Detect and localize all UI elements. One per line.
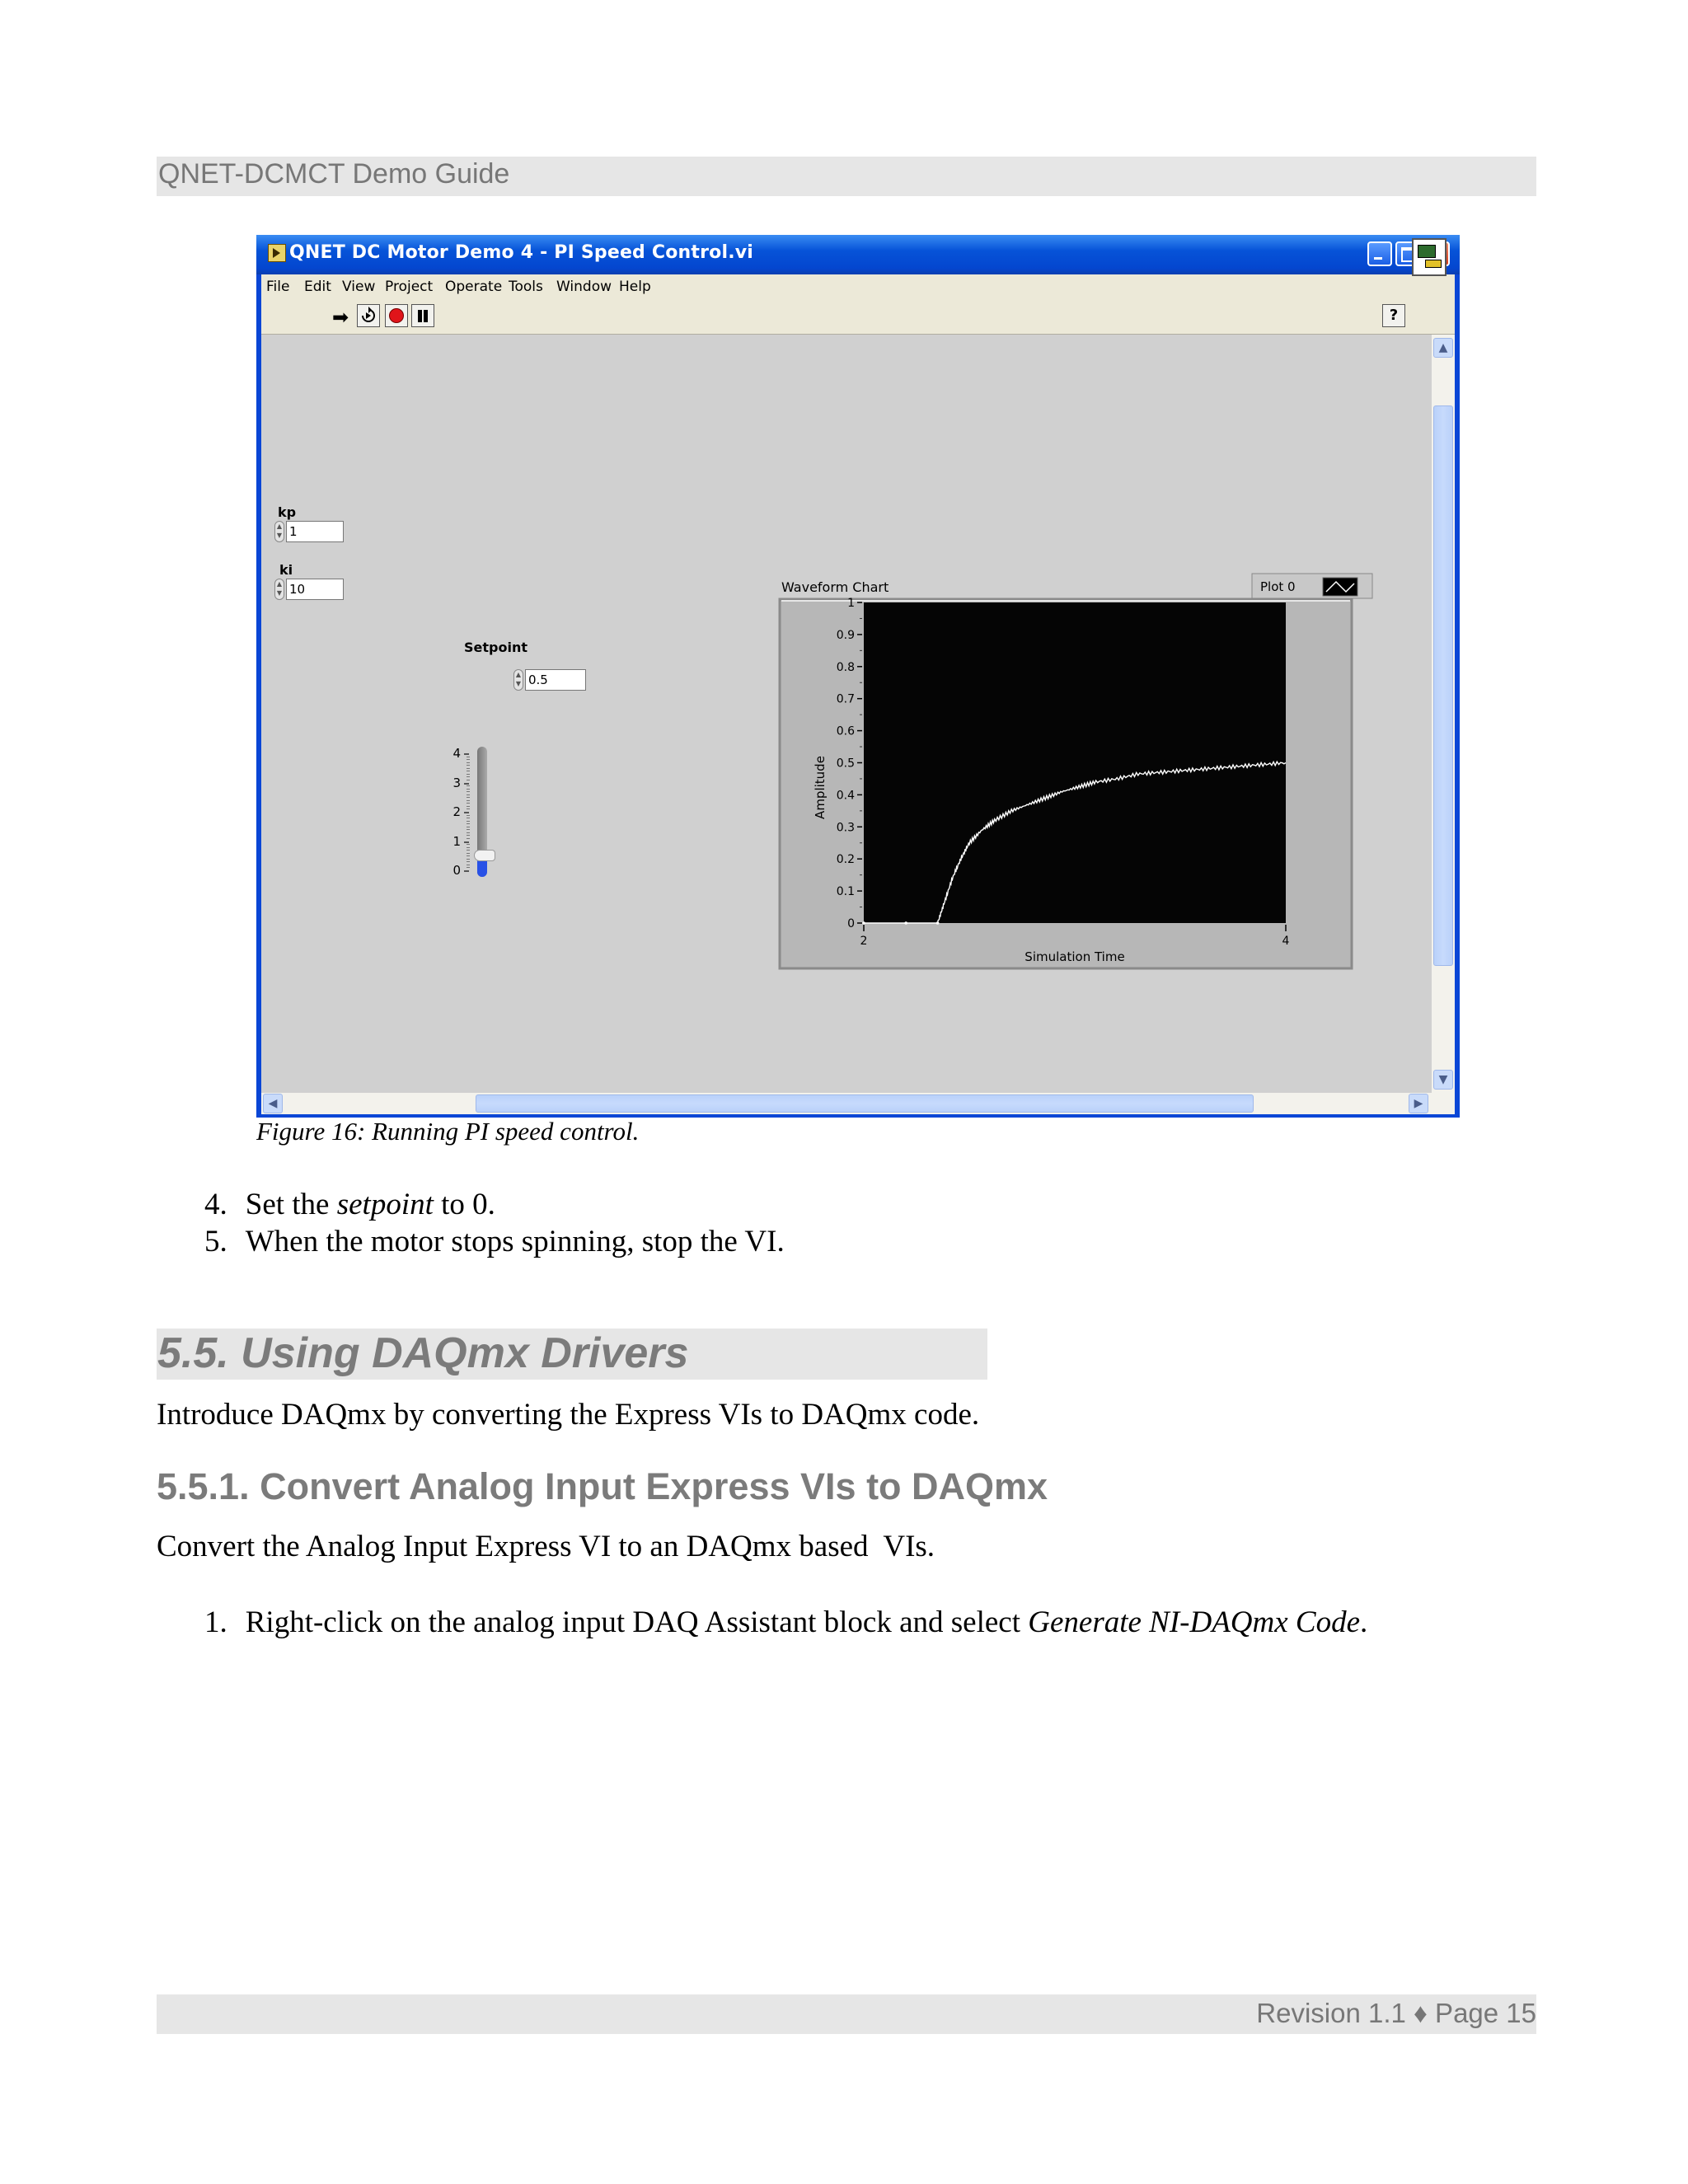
step-text: Right-click on the analog input DAQ Assistant block and select — [245, 1605, 1029, 1639]
ki-increment-icon[interactable]: ▲ ▼ — [274, 579, 284, 600]
menu-file[interactable]: File — [266, 279, 290, 295]
scroll-left-icon[interactable]: ◀ — [263, 1094, 283, 1113]
y-tick-label: 0.9 — [836, 628, 855, 642]
scroll-down-icon[interactable]: ▼ — [1433, 1070, 1453, 1090]
menu-view[interactable]: View — [342, 279, 376, 295]
horizontal-scroll-thumb[interactable] — [476, 1094, 1254, 1113]
subsection-heading: 5.5.1. Convert Analog Input Express VIs to DAQmx — [157, 1465, 1048, 1507]
slider-minor-tick — [467, 859, 470, 860]
slider-minor-tick — [467, 791, 470, 792]
slider-tick-label: 2 — [452, 804, 461, 819]
scroll-up-icon[interactable]: ▲ — [1433, 338, 1453, 358]
slider-minor-tick — [467, 765, 470, 766]
slider-tick-label: 3 — [452, 775, 461, 790]
setpoint-increment-icon[interactable]: ▲ ▼ — [513, 669, 523, 691]
slider-minor-tick — [467, 861, 470, 862]
slider-tick-mark — [464, 753, 469, 755]
vi-connector-icon — [1412, 238, 1447, 276]
slider-minor-tick — [467, 785, 470, 786]
slider-minor-tick — [467, 823, 470, 824]
step-5 — [204, 1224, 785, 1259]
y-axis-label: Amplitude — [813, 756, 828, 819]
toolbar — [261, 299, 1455, 335]
step-emphasis: Generate NI-DAQmx Code — [1028, 1605, 1361, 1639]
menu-project[interactable]: Project — [385, 279, 434, 295]
y-tick-label: 0.7 — [836, 692, 855, 706]
menu-help[interactable]: Help — [619, 279, 651, 295]
vertical-scrollbar[interactable] — [1432, 335, 1455, 1093]
slider-minor-tick — [467, 832, 470, 833]
slider-minor-tick — [467, 774, 470, 775]
kp-increment-icon[interactable]: ▲ ▼ — [274, 521, 284, 542]
slider-tick-label: 0 — [452, 863, 461, 878]
slider-minor-tick — [467, 776, 470, 777]
y-tick-label: 0.4 — [836, 789, 855, 803]
menu-edit[interactable]: Edit — [304, 279, 331, 295]
context-help-button[interactable]: ? — [1382, 304, 1405, 327]
slider-minor-tick — [467, 794, 470, 795]
ki-input[interactable]: 10 — [286, 579, 344, 600]
labview-window — [256, 235, 1460, 1118]
menu-bar — [261, 274, 1455, 299]
x-tick-label: 4 — [1282, 935, 1290, 948]
y-tick-label: 0.5 — [836, 757, 855, 771]
slider-minor-tick — [467, 838, 470, 839]
slider-tick-label: 1 — [452, 833, 461, 849]
slider-tick-mark — [464, 841, 469, 843]
slider-tick-mark — [464, 783, 469, 785]
slider-tick-mark — [464, 870, 469, 872]
section-intro: Introduce DAQmx by converting the Express VIs to DAQmx code. — [157, 1398, 980, 1432]
slider-tick-mark — [464, 812, 469, 813]
y-tick-label: 0.8 — [836, 660, 855, 674]
data-point — [862, 921, 865, 925]
slider-minor-tick — [467, 806, 470, 807]
slider-minor-tick — [467, 821, 470, 822]
slider-minor-tick — [467, 762, 470, 763]
slider-minor-tick — [467, 808, 470, 809]
scroll-right-icon[interactable]: ▶ — [1409, 1094, 1428, 1113]
slider-minor-tick — [467, 835, 470, 836]
abort-icon[interactable] — [385, 304, 408, 327]
slider-minor-tick — [467, 867, 470, 868]
data-point — [936, 921, 940, 925]
step-number: 5. — [204, 1225, 227, 1258]
waveform-chart — [261, 335, 1432, 1093]
menu-window[interactable]: Window — [556, 279, 612, 295]
y-tick-label: 0 — [847, 917, 855, 930]
step-text: Set the — [245, 1188, 337, 1221]
slider-minor-tick — [467, 847, 470, 848]
y-tick-label: 1 — [847, 597, 855, 610]
slider-minor-tick — [467, 844, 470, 845]
slider-minor-tick — [467, 850, 470, 851]
step-number: 4. — [204, 1188, 227, 1221]
slider-minor-tick — [467, 815, 470, 816]
page-footer: Revision 1.1 ♦ Page 15 — [1256, 1998, 1536, 2028]
slider-minor-tick — [467, 853, 470, 854]
ki-label: ki — [279, 562, 293, 578]
y-tick-label: 0.6 — [836, 724, 855, 738]
menu-tools[interactable]: Tools — [509, 279, 543, 295]
slider-minor-tick — [467, 797, 470, 798]
kp-label: kp — [278, 504, 297, 520]
slider-minor-tick — [467, 855, 470, 856]
front-panel — [261, 335, 1432, 1093]
chart-title: Waveform Chart — [781, 579, 889, 595]
y-tick-label: 0.1 — [836, 885, 855, 899]
minimize-icon[interactable] — [1367, 241, 1392, 266]
page-header: QNET-DCMCT Demo Guide — [158, 158, 510, 190]
section-heading: 5.5. Using DAQmx Drivers — [157, 1329, 689, 1377]
vertical-scroll-thumb[interactable] — [1433, 405, 1453, 966]
x-tick-label: 2 — [860, 935, 868, 948]
slider-minor-tick — [467, 829, 470, 830]
slider-minor-tick — [467, 803, 470, 804]
window-titlebar[interactable] — [256, 235, 1460, 274]
figure-caption: Figure 16: Running PI speed control. — [256, 1117, 640, 1146]
labview-vi-icon — [268, 244, 286, 262]
plot-area — [864, 602, 1286, 923]
y-tick-label: 0.3 — [836, 821, 855, 835]
run-continuously-icon[interactable] — [357, 304, 380, 327]
x-axis-label: Simulation Time — [1025, 949, 1125, 964]
setpoint-input[interactable]: 0.5 — [525, 669, 586, 691]
slider-minor-tick — [467, 759, 470, 760]
window-title: QNET DC Motor Demo 4 - PI Speed Control.vi — [289, 242, 754, 263]
step-4 — [204, 1187, 495, 1222]
run-arrow-icon[interactable]: ➡ — [332, 306, 349, 329]
y-tick-label: 0.2 — [836, 853, 855, 867]
setpoint-label: Setpoint — [464, 640, 528, 655]
step-text-end: . — [1360, 1605, 1368, 1639]
step-number: 1. — [204, 1605, 227, 1639]
slider-minor-tick — [467, 789, 470, 790]
slider-minor-tick — [467, 800, 470, 801]
menu-operate[interactable]: Operate — [445, 279, 503, 295]
kp-input[interactable]: 1 — [286, 521, 344, 542]
step-emphasis: setpoint — [336, 1188, 434, 1221]
slider-tick-label: 4 — [452, 746, 461, 761]
step-1 — [204, 1605, 1367, 1640]
subsection-intro: Convert the Analog Input Express VI to an DAQmx based VIs. — [157, 1530, 935, 1563]
data-point — [904, 921, 907, 925]
step-text-end: to 0. — [433, 1188, 495, 1221]
horizontal-scrollbar[interactable] — [261, 1093, 1455, 1114]
slider-minor-tick — [467, 768, 470, 769]
pause-icon[interactable] — [411, 304, 434, 327]
legend-label: Plot 0 — [1260, 579, 1296, 594]
step-text: When the motor stops spinning, stop the VI. — [245, 1225, 785, 1258]
